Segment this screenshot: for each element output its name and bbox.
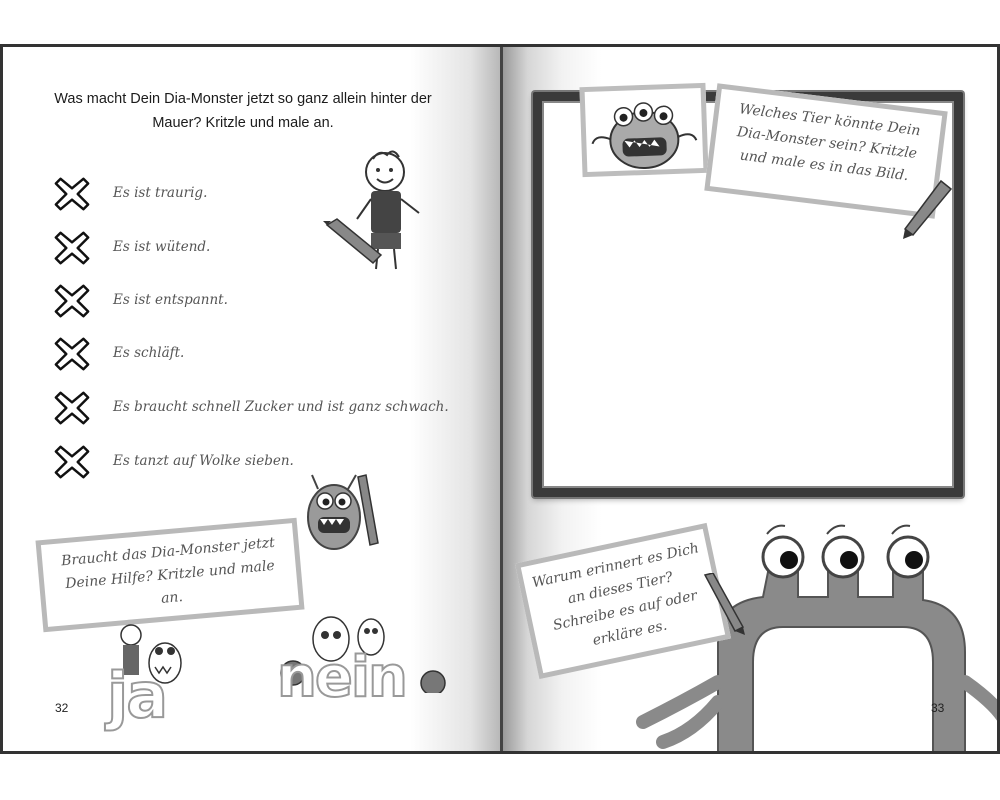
pencil-icon xyxy=(901,179,953,241)
help-card xyxy=(35,518,304,632)
page-question: Was macht Dein Dia-Monster jetzt so ganz allein hinter der Mauer? Kritzle und male an. xyxy=(54,91,432,131)
page-number-left: 32 xyxy=(55,701,69,715)
option-row[interactable] xyxy=(53,443,473,483)
monster-photo-card xyxy=(579,83,708,177)
x-checkbox-icon[interactable] xyxy=(53,229,91,267)
option-label: Es ist entspannt. xyxy=(113,292,228,308)
boy-with-pencil-illustration xyxy=(323,147,433,272)
x-checkbox-icon[interactable] xyxy=(53,282,91,320)
animal-question-text: Welches Tier könnte Dein Dia-Monster sein? Kritzle und male es in das Bild. xyxy=(736,101,922,185)
x-checkbox-icon[interactable] xyxy=(53,443,91,481)
answer-yes-label: ja xyxy=(107,659,167,732)
pencil-icon-small xyxy=(699,573,747,635)
x-checkbox-icon[interactable] xyxy=(53,175,91,213)
open-book xyxy=(0,44,1000,754)
reason-question-text: Warum erinnert es Dich an dieses Tier? Schreibe es auf oder erkläre es. xyxy=(530,540,701,649)
help-card-text: Braucht das Dia-Monster jetzt Deine Hilfe? Kritzle und male an. xyxy=(60,534,276,607)
option-label: Es ist traurig. xyxy=(113,185,208,201)
left-page xyxy=(0,47,500,751)
monster-with-pencil-illustration xyxy=(298,465,383,555)
option-label: Es braucht schnell Zucker und ist ganz schwach. xyxy=(113,399,449,415)
page-number-right: 33 xyxy=(931,701,945,715)
three-eyed-monster-icon xyxy=(585,88,704,172)
option-label: Es schläft. xyxy=(113,345,185,361)
option-row[interactable] xyxy=(53,389,473,429)
option-row[interactable] xyxy=(53,335,473,375)
option-label: Es tanzt auf Wolke sieben. xyxy=(113,453,294,469)
option-label: Es ist wütend. xyxy=(113,239,211,255)
x-checkbox-icon[interactable] xyxy=(53,335,91,373)
x-checkbox-icon[interactable] xyxy=(53,389,91,427)
answer-no[interactable] xyxy=(271,613,456,733)
answer-yes[interactable] xyxy=(103,617,213,737)
option-row[interactable] xyxy=(53,282,473,322)
right-page xyxy=(500,47,1000,751)
answer-no-label: nein xyxy=(277,645,406,710)
